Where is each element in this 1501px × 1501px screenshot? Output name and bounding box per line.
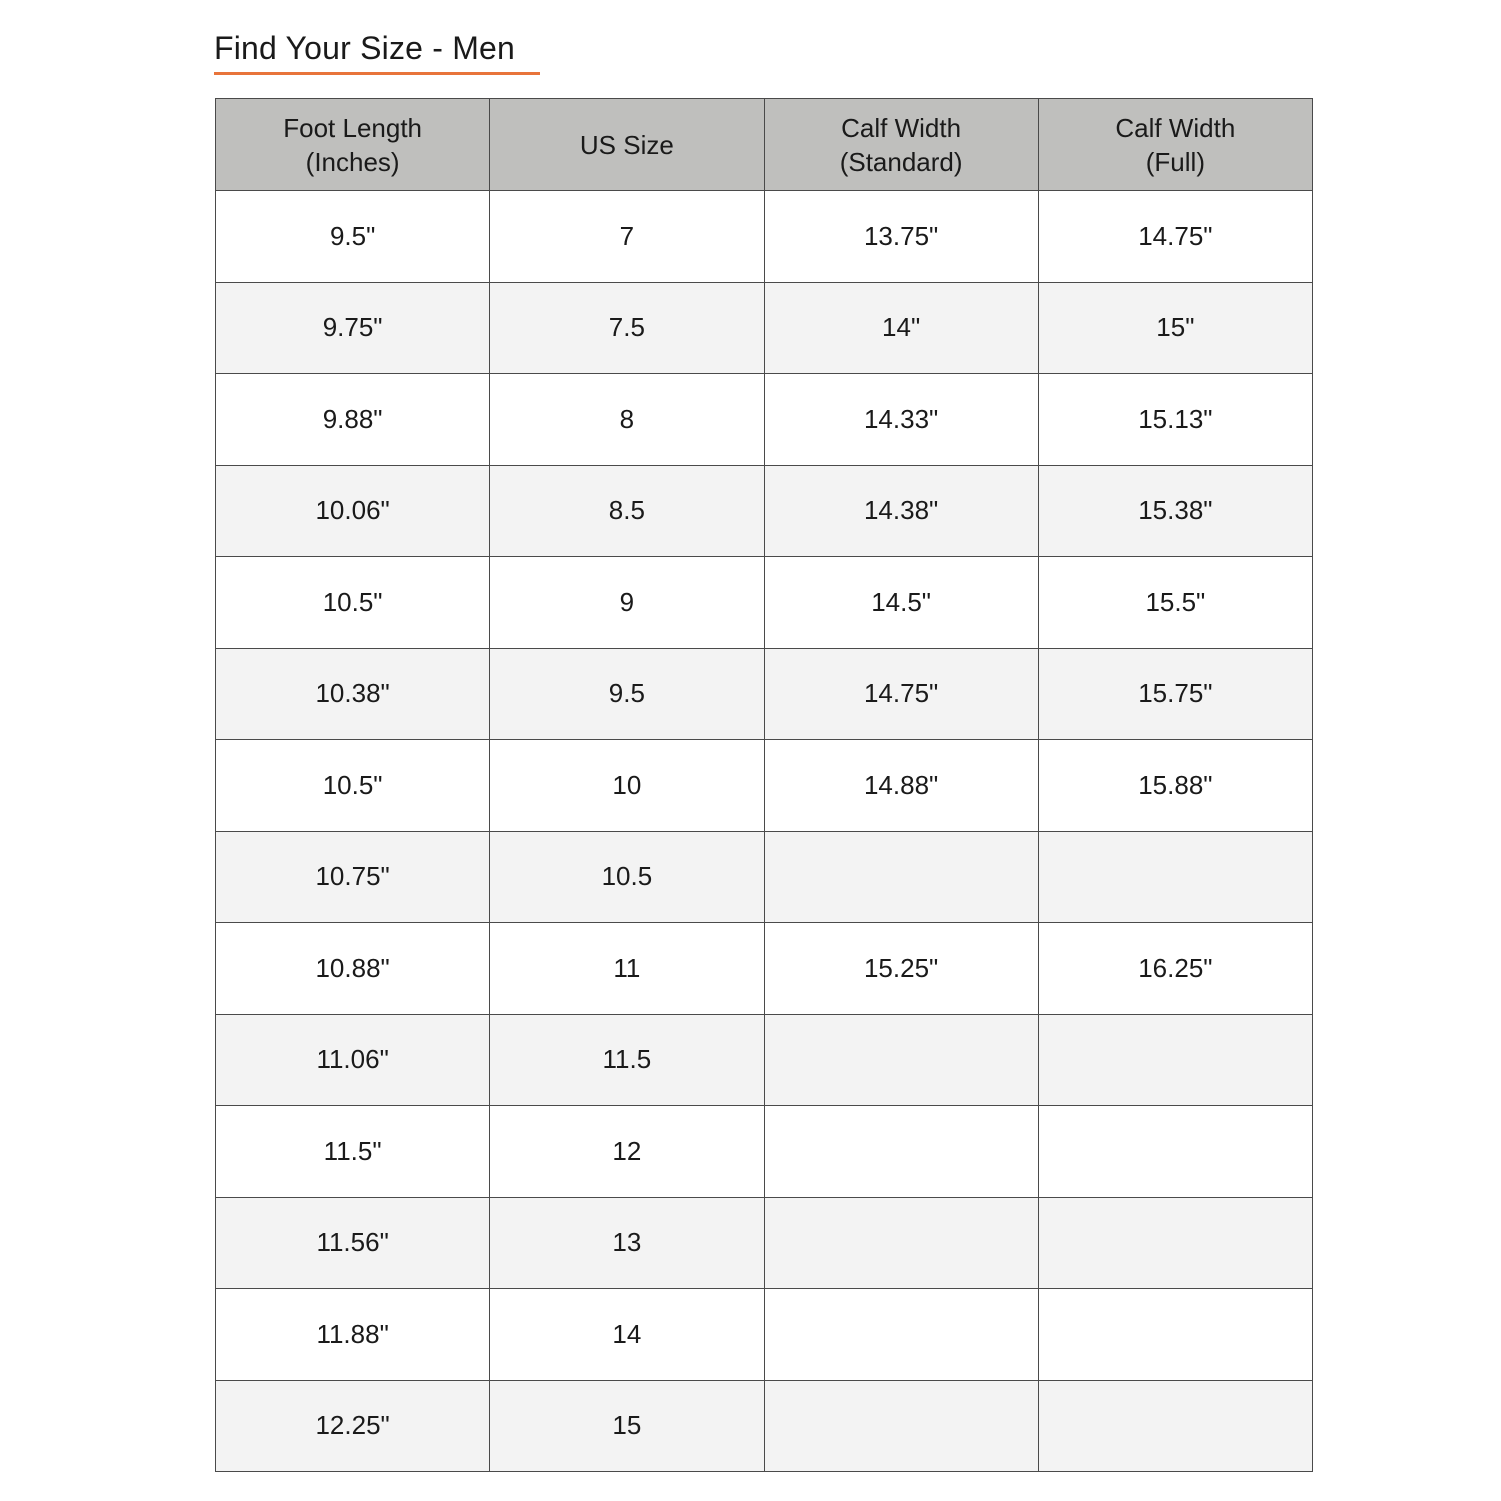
table-row [216, 374, 1313, 466]
cell-foot-length: 9.75" [216, 282, 490, 374]
cell-calf-full [1038, 1106, 1312, 1198]
cell-calf-standard [764, 1106, 1038, 1198]
cell-us-size: 7.5 [490, 282, 764, 374]
cell-foot-length: 11.88" [216, 1289, 490, 1381]
cell-foot-length: 10.38" [216, 648, 490, 740]
size-chart-table [215, 98, 1313, 1472]
header-calf-standard-line1: Calf Width [841, 112, 962, 143]
cell-calf-standard: 14" [764, 282, 1038, 374]
cell-calf-standard: 15.25" [764, 923, 1038, 1015]
cell-calf-full: 15" [1038, 282, 1312, 374]
cell-calf-standard [764, 831, 1038, 923]
cell-calf-full: 15.88" [1038, 740, 1312, 832]
header-calf-full-line2: (Full) [1145, 146, 1205, 177]
table-row [216, 465, 1313, 557]
header-foot-length-line1: Foot Length [283, 112, 423, 143]
cell-foot-length: 10.5" [216, 557, 490, 649]
cell-calf-full [1038, 1289, 1312, 1381]
table-header-row [216, 99, 1313, 191]
cell-foot-length: 9.5" [216, 191, 490, 283]
cell-foot-length: 10.06" [216, 465, 490, 557]
cell-calf-full [1038, 1014, 1312, 1106]
table-row [216, 282, 1313, 374]
cell-calf-standard: 13.75" [764, 191, 1038, 283]
cell-us-size: 7 [490, 191, 764, 283]
cell-us-size: 9.5 [490, 648, 764, 740]
cell-calf-full [1038, 831, 1312, 923]
table-row [216, 1380, 1313, 1472]
table-row [216, 740, 1313, 832]
cell-calf-standard: 14.75" [764, 648, 1038, 740]
cell-calf-standard [764, 1197, 1038, 1289]
cell-calf-standard: 14.38" [764, 465, 1038, 557]
table-row [216, 831, 1313, 923]
table-row [216, 1289, 1313, 1381]
table-row [216, 1106, 1313, 1198]
cell-calf-standard [764, 1289, 1038, 1381]
cell-foot-length: 11.56" [216, 1197, 490, 1289]
header-us-size [490, 99, 764, 191]
cell-foot-length: 10.75" [216, 831, 490, 923]
cell-us-size: 10 [490, 740, 764, 832]
table-row [216, 648, 1313, 740]
cell-us-size: 11 [490, 923, 764, 1015]
cell-us-size: 12 [490, 1106, 764, 1198]
cell-calf-standard [764, 1380, 1038, 1472]
header-calf-width-standard [764, 99, 1038, 191]
header-calf-width-full [1038, 99, 1312, 191]
table-row [216, 1197, 1313, 1289]
cell-foot-length: 12.25" [216, 1380, 490, 1472]
cell-calf-full: 14.75" [1038, 191, 1312, 283]
cell-us-size: 14 [490, 1289, 764, 1381]
cell-us-size: 13 [490, 1197, 764, 1289]
header-us-size-line1: US Size [579, 129, 674, 160]
cell-calf-full: 15.38" [1038, 465, 1312, 557]
header-foot-length [216, 99, 490, 191]
cell-calf-standard: 14.88" [764, 740, 1038, 832]
cell-foot-length: 10.5" [216, 740, 490, 832]
cell-us-size: 8.5 [490, 465, 764, 557]
cell-calf-full [1038, 1380, 1312, 1472]
table-row [216, 1014, 1313, 1106]
cell-foot-length: 10.88" [216, 923, 490, 1015]
table-row [216, 557, 1313, 649]
page-title: Find Your Size - Men [214, 30, 516, 66]
table-row [216, 191, 1313, 283]
header-calf-full-line1: Calf Width [1115, 112, 1236, 143]
cell-calf-full: 15.5" [1038, 557, 1312, 649]
cell-calf-standard: 14.33" [764, 374, 1038, 466]
cell-us-size: 9 [490, 557, 764, 649]
header-foot-length-line2: (Inches) [305, 146, 400, 177]
cell-us-size: 8 [490, 374, 764, 466]
cell-calf-full [1038, 1197, 1312, 1289]
title-block [214, 28, 540, 75]
cell-foot-length: 9.88" [216, 374, 490, 466]
cell-calf-standard: 14.5" [764, 557, 1038, 649]
cell-us-size: 11.5 [490, 1014, 764, 1106]
cell-foot-length: 11.06" [216, 1014, 490, 1106]
cell-calf-full: 15.75" [1038, 648, 1312, 740]
table-row [216, 923, 1313, 1015]
cell-us-size: 15 [490, 1380, 764, 1472]
title-underline [214, 72, 540, 75]
header-calf-standard-line2: (Standard) [839, 146, 963, 177]
cell-calf-standard [764, 1014, 1038, 1106]
cell-us-size: 10.5 [490, 831, 764, 923]
cell-calf-full: 16.25" [1038, 923, 1312, 1015]
cell-foot-length: 11.5" [216, 1106, 490, 1198]
cell-calf-full: 15.13" [1038, 374, 1312, 466]
